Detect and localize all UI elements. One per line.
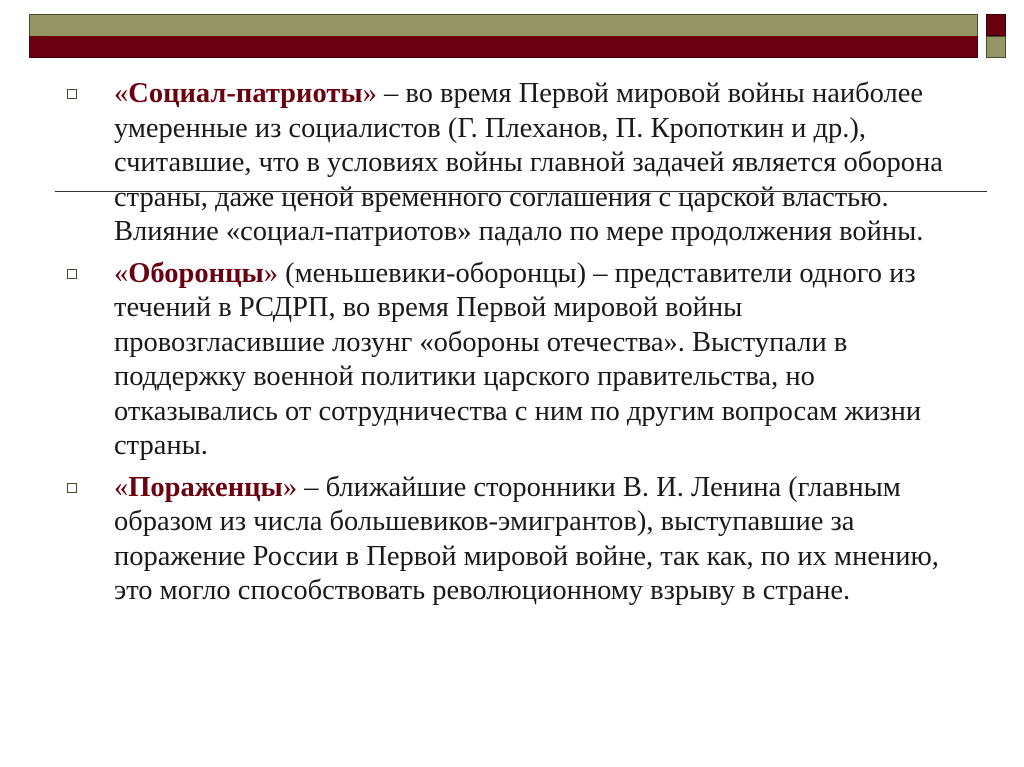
close-quote: » (263, 257, 278, 289)
header-decor-bar (29, 14, 978, 58)
definition-text: – во время Первой мировой войны наиболее умеренные из социалистов (Г. Плеханов, П. Кропоткин и др.), считавшие, что в условиях войны главной задачей является оборона страны, даже ценой временного соглашения с царской властью. Влияние «социал-патриотов» падало по мере продолжения войны. (114, 78, 943, 247)
term-defeatists: Пораженцы (128, 471, 283, 503)
open-quote: « (114, 471, 129, 503)
slide-body (60, 77, 960, 616)
close-quote: » (362, 78, 377, 109)
open-quote: « (114, 257, 129, 289)
header-maroon-stripe (29, 36, 978, 58)
list-item-defencists (60, 257, 960, 464)
definition-text: – ближайшие сторонники В. И. Ленина (главным образом из числа большевиков-эмигрантов), выступавшие за поражение России в Первой мировой войне, так как, по их мнению, это могло способствовать революционному взрыву в стране. (114, 471, 939, 606)
header-olive-stripe (29, 14, 978, 36)
corner-olive-square (986, 36, 1006, 58)
list-item-defeatists (60, 471, 960, 609)
corner-maroon-square (986, 14, 1006, 36)
close-quote: » (282, 471, 298, 503)
open-quote: « (114, 78, 129, 109)
hollow-square-bullet-icon (67, 89, 77, 99)
hollow-square-bullet-icon (67, 483, 77, 493)
definition-text: (меньшевики-оборонцы) – представители одного из течений в РСДРП, во время Первой мировой войны провозгласившие лозунг «обороны отечества». Выступали в поддержку военной политики царского правительства, но отказывались от сотрудничества с ним по другим вопросам жизни страны. (114, 257, 922, 461)
hollow-square-bullet-icon (67, 269, 77, 279)
term-social-patriots: Социал-патриоты (128, 78, 363, 109)
list-item-social-patriots (60, 77, 960, 250)
term-defencists: Оборонцы (128, 257, 264, 289)
